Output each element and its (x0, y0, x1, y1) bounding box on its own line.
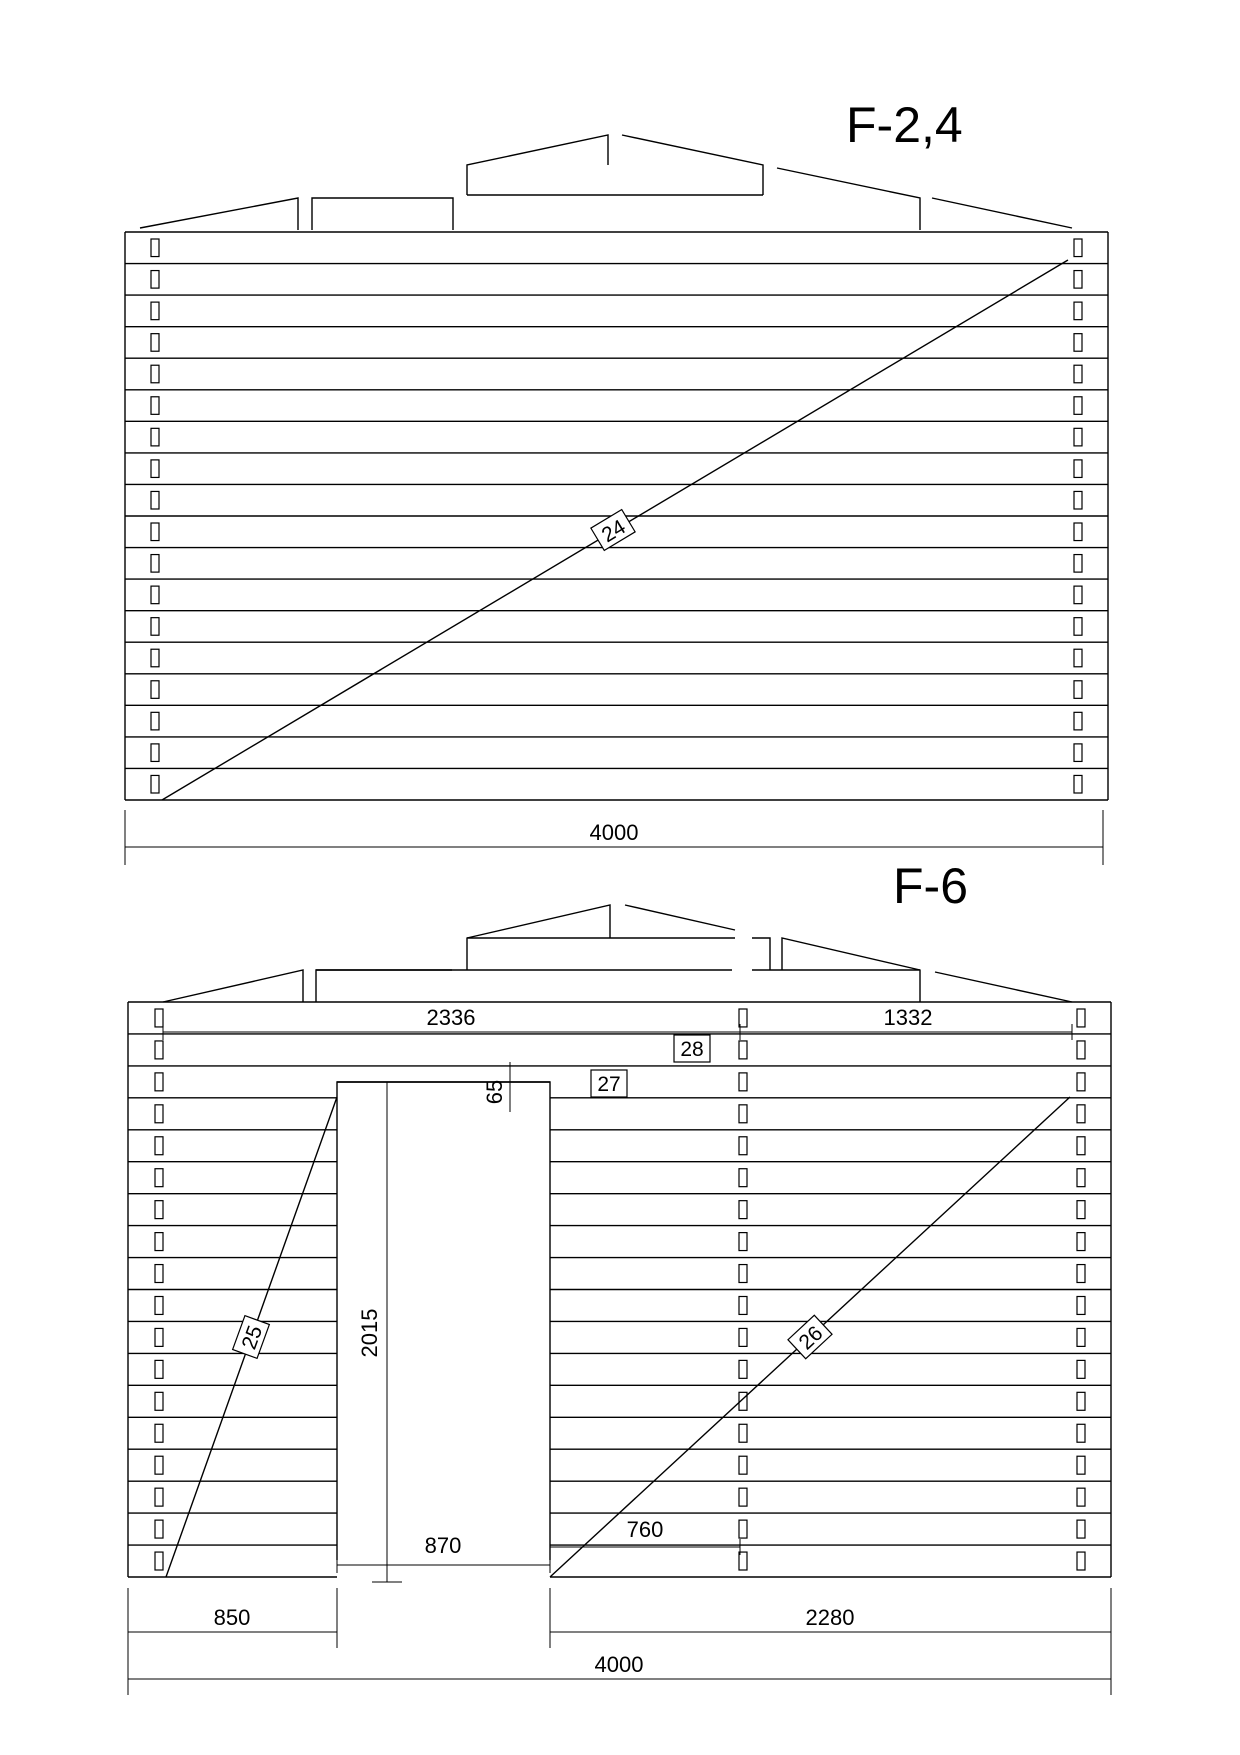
notch (155, 1392, 163, 1410)
notch (1077, 1488, 1085, 1506)
part-label-28-text: 28 (680, 1038, 704, 1061)
notch (151, 712, 159, 730)
notch (739, 1201, 747, 1219)
notch (1077, 1201, 1085, 1219)
part-label-28 (674, 1035, 710, 1062)
notch (739, 1328, 747, 1346)
notch (151, 775, 159, 793)
notch (1074, 365, 1082, 383)
notch (155, 1137, 163, 1155)
notch (155, 1041, 163, 1059)
dimension-4000-f-6: 4000 (594, 1652, 644, 1677)
notch (739, 1265, 747, 1283)
notch (1074, 460, 1082, 478)
dimension-870: 870 (424, 1533, 462, 1558)
notch (1077, 1169, 1085, 1187)
notch (739, 1297, 747, 1315)
notch (1077, 1360, 1085, 1378)
dimension-1332: 1332 (883, 1005, 933, 1030)
drawing-title-f-2-4: F-2,4 (846, 97, 963, 153)
notch (1074, 555, 1082, 573)
notch (739, 1424, 747, 1442)
notch (155, 1552, 163, 1570)
notch (155, 1169, 163, 1187)
part-label-25-text: 25 (237, 1322, 268, 1353)
notch (1077, 1137, 1085, 1155)
notch (739, 1169, 747, 1187)
notch (1074, 775, 1082, 793)
dimension-overall-f-2-4 (125, 810, 1103, 865)
notch (151, 555, 159, 573)
part-label-24-text: 24 (597, 515, 630, 548)
elevation-f-2-4 (125, 97, 1108, 865)
notch (1077, 1265, 1085, 1283)
notch (739, 1041, 747, 1059)
notch (1077, 1297, 1085, 1315)
dimension-2015: 2015 (357, 1308, 382, 1358)
notch (1077, 1552, 1085, 1570)
notch (739, 1520, 747, 1538)
notch (739, 1073, 747, 1091)
dimension-65: 65 (482, 1079, 507, 1105)
notch (1077, 1456, 1085, 1474)
notch (1074, 334, 1082, 352)
dimension-4000: 4000 (589, 820, 639, 845)
notch (151, 586, 159, 604)
notch (739, 1360, 747, 1378)
notch (151, 428, 159, 446)
notch (739, 1233, 747, 1251)
notch (739, 1137, 747, 1155)
notch (739, 1105, 747, 1123)
dimension-top-spans (163, 1005, 1072, 1040)
notch (151, 397, 159, 415)
notch (1077, 1520, 1085, 1538)
notch (1077, 1233, 1085, 1251)
dimension-2336: 2336 (426, 1005, 476, 1030)
notch (1074, 681, 1082, 699)
notch (155, 1201, 163, 1219)
drawing-title-f-6: F-6 (893, 858, 968, 914)
notch (1077, 1105, 1085, 1123)
dimension-850: 850 (213, 1605, 251, 1630)
notch (151, 523, 159, 541)
dimension-2280: 2280 (805, 1605, 855, 1630)
notch (155, 1297, 163, 1315)
notch (155, 1488, 163, 1506)
notch (1074, 302, 1082, 320)
notch (1074, 271, 1082, 289)
elevation-f-6 (128, 858, 1111, 1695)
notch (1077, 1073, 1085, 1091)
dimension-right-segment (550, 1517, 740, 1555)
part-label-27 (591, 1070, 627, 1097)
notch (155, 1009, 163, 1027)
notch (1074, 239, 1082, 257)
notch (739, 1488, 747, 1506)
notch (155, 1360, 163, 1378)
notch (1074, 491, 1082, 509)
notch (155, 1456, 163, 1474)
notch (1074, 586, 1082, 604)
notch (1077, 1424, 1085, 1442)
notch (1074, 523, 1082, 541)
notch (1074, 712, 1082, 730)
notch (151, 744, 159, 762)
notch (151, 618, 159, 636)
part-label-26-text: 26 (794, 1321, 828, 1355)
part-label-27-text: 27 (597, 1073, 621, 1096)
notch (1074, 618, 1082, 636)
notch (151, 460, 159, 478)
notch (1074, 744, 1082, 762)
notch (155, 1328, 163, 1346)
notch (1074, 649, 1082, 667)
notch (151, 649, 159, 667)
dimension-760: 760 (626, 1517, 664, 1542)
notch (155, 1233, 163, 1251)
notch (155, 1265, 163, 1283)
notch (151, 491, 159, 509)
notch (151, 302, 159, 320)
notch (151, 271, 159, 289)
notch (1074, 428, 1082, 446)
notch (1077, 1328, 1085, 1346)
notch (155, 1105, 163, 1123)
notch (155, 1424, 163, 1442)
notch (1074, 397, 1082, 415)
notch (1077, 1041, 1085, 1059)
notch (155, 1520, 163, 1538)
notch (1077, 1009, 1085, 1027)
notch (151, 239, 159, 257)
notch (151, 334, 159, 352)
notch (739, 1456, 747, 1474)
notch (1077, 1392, 1085, 1410)
notch (151, 681, 159, 699)
dimension-bottom (128, 1588, 1111, 1695)
notch (155, 1073, 163, 1091)
gable-roof-segments-2 (163, 905, 1072, 1002)
notch (151, 365, 159, 383)
